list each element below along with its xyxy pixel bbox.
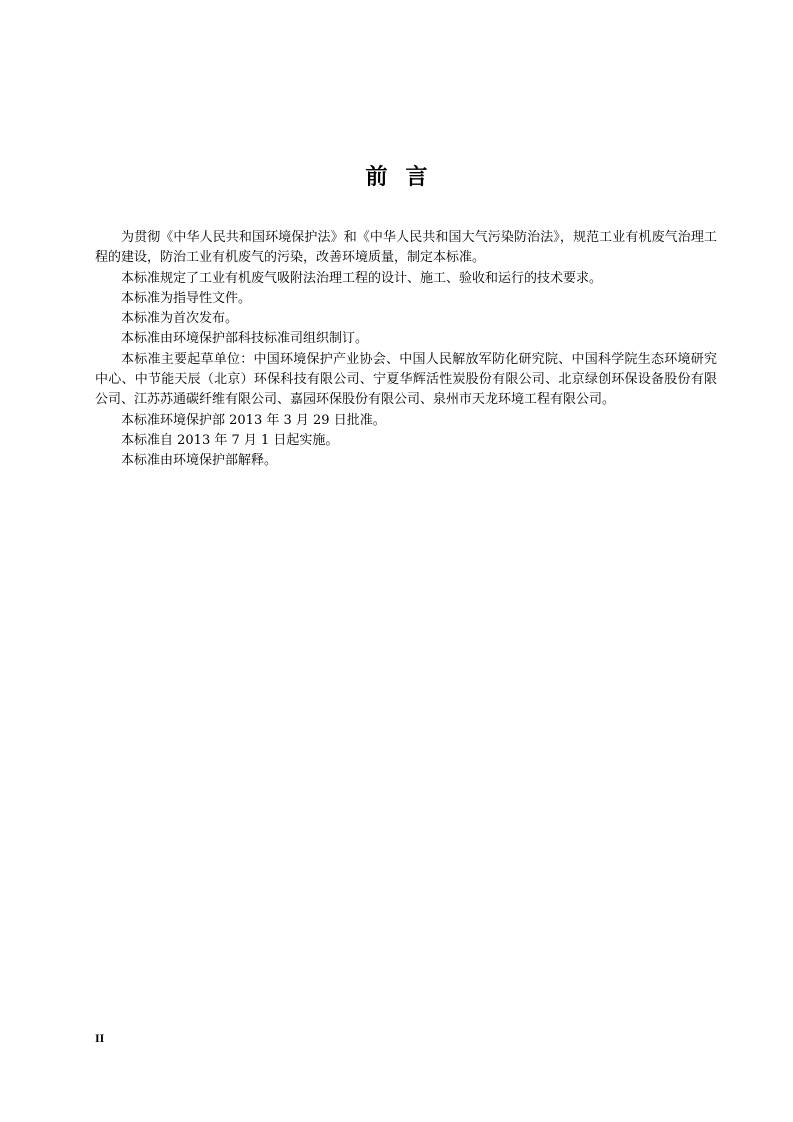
paragraph-first-release: 本标准为首次发布。 — [121, 311, 239, 327]
paragraph-purpose: 为贯彻《中华人民共和国环境保护法》和《中华人民共和国大气污染防治法》，规范工业有机废气治理工程的建设，防治工业有机废气的污染，改善环境质量，制定本标准。 — [95, 230, 717, 266]
paragraph-guidance: 本标准为指导性文件。 — [121, 290, 252, 306]
preface-body — [95, 228, 717, 472]
paragraph-approval-date: 本标准环境保护部 2013 年 3 月 29 日批准。 — [121, 412, 386, 428]
paragraph-organizer: 本标准由环境保护部科技标准司组织制订。 — [121, 331, 369, 347]
page-title: 前言 — [365, 164, 446, 190]
paragraph-scope: 本标准规定了工业有机废气吸附法治理工程的设计、施工、验收和运行的技术要求。 — [121, 270, 603, 286]
page-number: II — [95, 1031, 105, 1045]
paragraph-drafting-units: 本标准主要起草单位：中国环境保护产业协会、中国人民解放军防化研究院、中国科学院生态环境研究中心、中节能天辰（北京）环保科技有限公司、宁夏华辉活性炭股份有限公司、北京绿创环保设备股份有限公司、江苏苏通碳纤维有限公司、嘉园环保股份有限公司、泉州市天龙环境工程有限公司。 — [95, 351, 717, 408]
paragraph-interpretation: 本标准由环境保护部解释。 — [121, 453, 278, 469]
paragraph-effective-date: 本标准自 2013 年 7 月 1 日起实施。 — [121, 432, 339, 448]
